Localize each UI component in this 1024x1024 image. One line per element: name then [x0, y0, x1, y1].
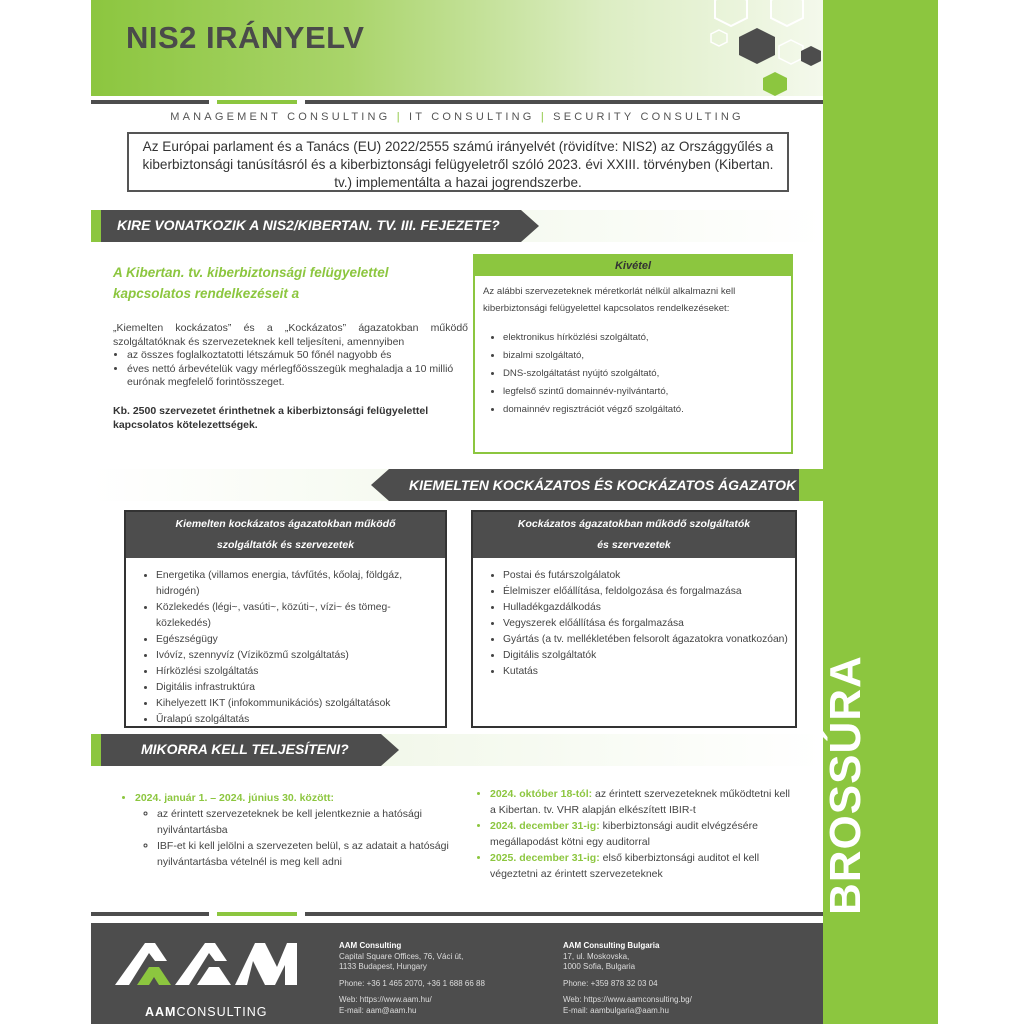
- list-item: ◦ az érintett szervezeteknek be kell jelentkeznie a hatósági nyilvántartásba: [157, 806, 456, 838]
- top-rule-right: [305, 100, 823, 104]
- section1-body: [113, 322, 468, 390]
- exception-text: Az alábbi szervezeteknek méretkorlát nélkül alkalmazni kell kiberbiztonsági felügyelettel kapcsolatos rendelkezéseket:: [483, 286, 736, 314]
- office-name: AAM Consulting: [339, 941, 402, 950]
- aam-logo-icon: [115, 941, 300, 987]
- list-item: • Postai és futárszolgálatok: [503, 568, 795, 584]
- timeline-right: [476, 786, 796, 882]
- list-item: • Digitális szolgáltatók: [503, 648, 795, 664]
- tagline-sep: |: [396, 111, 403, 123]
- list-item: • Energetika (villamos energia, távfűtés, kőolaj, földgáz, hidrogén): [156, 568, 445, 600]
- risk-box-title: [473, 512, 795, 558]
- office-phone: Phone: +359 878 32 03 04: [563, 978, 658, 988]
- list-item: • Digitális infrastruktúra: [156, 680, 445, 696]
- timeline-date: 2024. január 1. – 2024. június 30. között:: [135, 792, 334, 804]
- office-web-link[interactable]: Web: https://www.aamconsulting.bg/: [563, 995, 692, 1004]
- sidebar-label: [826, 805, 866, 915]
- list-item: • domainnév regisztrációt végző szolgáltató.: [503, 401, 791, 419]
- office-phone: Phone: +36 1 465 2070, +36 1 688 66 88: [339, 978, 485, 988]
- section1-lead: A Kibertan. tv. kiberbiztonsági felügyelettel kapcsolatos rendelkezéseit a: [113, 265, 389, 301]
- high-risk-box: [124, 510, 447, 728]
- tagline-it: IT CONSULTING: [409, 111, 535, 123]
- timeline-item: [490, 786, 796, 818]
- list-item: • Vegyszerek előállítása és forgalmazása: [503, 616, 795, 632]
- bottom-rule-left: [91, 912, 209, 916]
- timeline-date: 2025. december 31-ig:: [490, 852, 600, 864]
- high-risk-list: [126, 568, 445, 728]
- timeline-text: az érintett szervezeteknek működtetni kell a Kibertan. tv. VHR alapján elkészített IBIR-t: [490, 788, 790, 816]
- risk-title-line1: Kockázatos ágazatokban működő szolgáltatók: [517, 518, 751, 530]
- top-rule-left: [91, 100, 209, 104]
- footer: [91, 923, 823, 1024]
- tagline: [91, 111, 823, 123]
- tagline-sep: |: [540, 111, 547, 123]
- tagline-security: SECURITY CONSULTING: [553, 111, 744, 123]
- timeline-left: [121, 790, 456, 870]
- high-risk-title-line1: Kiemelten kockázatos ágazatokban működő: [175, 518, 396, 530]
- timeline-item: [490, 850, 796, 882]
- hexagon-decoration-icon: [691, 0, 823, 100]
- top-rule-accent: [217, 100, 297, 104]
- timeline-left-list: [121, 790, 456, 870]
- section2-title: KIEMELTEN KOCKÁZATOS ÉS KOCKÁZATOS ÁGAZATOK: [409, 477, 797, 493]
- section1-title: KIRE VONATKOZIK A NIS2/KIBERTAN. TV. III. FEJEZETE?: [117, 217, 500, 233]
- bottom-rule-accent: [217, 912, 297, 916]
- list-item: • Egészségügy: [156, 632, 445, 648]
- office-hungary: [339, 941, 485, 1016]
- office-address: 17, ul. Moskovska,: [563, 951, 630, 961]
- timeline-item: [490, 818, 796, 850]
- list-item: • Kihelyezett IKT (infokommunikációs) szolgáltatások: [156, 696, 445, 712]
- list-item: • Kutatás: [503, 664, 795, 680]
- office-email-link[interactable]: E-mail: aambulgaria@aam.hu: [563, 1005, 669, 1015]
- list-item: • elektronikus hírközlési szolgáltató,: [503, 329, 791, 347]
- office-address: Capital Square Offices, 76, Váci út,: [339, 951, 464, 961]
- list-item: • éves nettó árbevételük vagy mérlegfőösszegük meghaladja a 10 millió eurónak megfelelő forintösszeget.: [127, 363, 468, 390]
- timeline-sublist: [135, 806, 456, 870]
- brochure-page: [91, 0, 823, 1024]
- list-item: • bizalmi szolgáltató,: [503, 347, 791, 365]
- logo-text-bold: AAM: [145, 1005, 177, 1019]
- list-item: • Gyártás (a tv. mellékletében felsorolt ágazatokra vonatkozóan): [503, 632, 795, 648]
- office-city: 1133 Budapest, Hungary: [339, 962, 427, 971]
- exception-list: [475, 329, 791, 419]
- high-risk-box-title: [126, 512, 445, 558]
- high-risk-title-line2: szolgáltatók és szervezetek: [216, 539, 355, 551]
- list-item: • Űralapú szolgáltatás: [156, 712, 445, 728]
- list-item: • az összes foglalkoztatotti létszámuk 50 főnél nagyobb és: [127, 349, 468, 363]
- list-item: • Ivóvíz, szennyvíz (Víziközmű szolgáltatás): [156, 648, 445, 664]
- section1-paragraph: „Kiemelten kockázatos” és a „Kockázatos” ágazatokban működő szolgáltatóknak és szervezeteknek kell teljesíteni, amennyiben: [113, 322, 468, 348]
- intro-box: Az Európai parlament és a Tanács (EU) 2022/2555 számú irányelvét (rövidítve: NIS2) az Országgyűlés a kiberbiztonsági tanúsításról és a kiberbiztonsági felügyeletről szóló 2023. évi XXIII. törvényben (Kibertan. tv.) implementálta a hazai jogrendszerbe.: [127, 132, 789, 192]
- list-item: • Közlekedés (légi~, vasúti~, közúti~, vízi~ és tömeg-közlekedés): [156, 600, 445, 632]
- office-name: AAM Consulting Bulgaria: [563, 941, 660, 950]
- risk-title-line2: és szervezetek: [597, 539, 671, 551]
- tagline-management: MANAGEMENT CONSULTING: [170, 111, 391, 123]
- section1-conditions: [113, 349, 468, 390]
- list-item: • DNS-szolgáltatást nyújtó szolgáltató,: [503, 365, 791, 383]
- list-item: ◦ IBF-et ki kell jelölni a szervezeten belül, s az adatait a hatósági nyilvántartásba vételnél is meg kell adni: [157, 838, 456, 870]
- timeline-text: kiberbiztonsági audit elvégzésére megállapodást kötni egy auditorral: [490, 820, 758, 848]
- risk-box: [471, 510, 797, 728]
- list-item: • Hulladékgazdálkodás: [503, 600, 795, 616]
- logo-text-rest: CONSULTING: [176, 1005, 268, 1019]
- office-email-link[interactable]: E-mail: aam@aam.hu: [339, 1005, 417, 1015]
- list-item: • Élelmiszer előállítása, feldolgozása és forgalmazása: [503, 584, 795, 600]
- section3-title: MIKORRA KELL TELJESÍTENI?: [141, 741, 349, 757]
- exception-title: Kivétel: [475, 256, 791, 276]
- logo-text: [145, 1005, 268, 1019]
- timeline-item: [135, 790, 456, 870]
- bottom-rule-right: [305, 912, 823, 916]
- list-item: • Hírközlési szolgáltatás: [156, 664, 445, 680]
- timeline-text: első kiberbiztonsági auditot el kell végeztetni az érintett szervezeteknek: [490, 852, 760, 880]
- office-bulgaria: [563, 941, 692, 1016]
- timeline-right-list: [476, 786, 796, 882]
- list-item: • legfelső szintű domainnév-nyilvántartó,: [503, 383, 791, 401]
- office-city: 1000 Sofia, Bulgaria: [563, 962, 636, 971]
- timeline-date: 2024. október 18-tól:: [490, 788, 593, 800]
- office-web-link[interactable]: Web: https://www.aam.hu/: [339, 995, 432, 1004]
- exception-box: [473, 254, 793, 454]
- timeline-date: 2024. december 31-ig:: [490, 820, 600, 832]
- risk-list: [473, 568, 795, 680]
- section1-summary: Kb. 2500 szervezetet érinthetnek a kiberbiztonsági felügyelettel kapcsolatos kötelezettségek.: [113, 405, 429, 431]
- page-title: NIS2 IRÁNYELV: [126, 20, 365, 55]
